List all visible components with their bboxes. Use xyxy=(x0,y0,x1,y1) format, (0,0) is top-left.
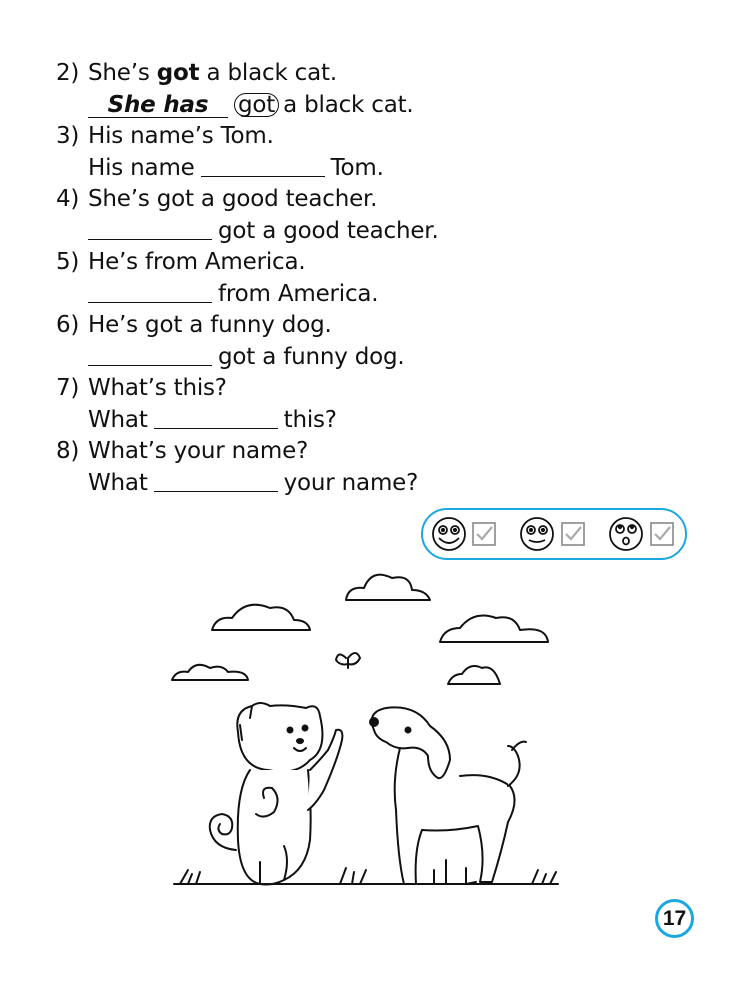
happy-face-icon xyxy=(433,518,465,550)
grass-icon xyxy=(340,868,366,884)
answer-blank[interactable] xyxy=(88,282,212,303)
rewrite-text: got a funny dog. xyxy=(218,343,405,370)
item-3-rewrite xyxy=(56,153,696,185)
item-number: 3) xyxy=(56,123,80,149)
checkbox-1[interactable] xyxy=(473,523,495,545)
answer-blank[interactable] xyxy=(154,471,278,492)
item-8-rewrite xyxy=(56,468,696,500)
sentence-text: She’s xyxy=(88,60,157,86)
item-number: 6) xyxy=(56,312,80,338)
butterfly-icon xyxy=(336,653,360,668)
sentence-text: He’s got a funny dog. xyxy=(88,312,332,338)
item-2-rewrite xyxy=(56,90,696,122)
item-number: 7) xyxy=(56,375,80,401)
circled-word: got xyxy=(234,93,279,117)
item-2-sentence xyxy=(56,58,696,90)
cloud-icon xyxy=(212,605,310,630)
item-6-rewrite xyxy=(56,342,696,374)
exercise xyxy=(56,58,696,499)
sentence-text: a black cat. xyxy=(199,60,337,86)
cloud-icon xyxy=(346,575,430,600)
answer-blank[interactable] xyxy=(201,156,325,177)
item-8-sentence xyxy=(56,436,696,468)
self-assessment-box xyxy=(421,508,687,560)
bold-word: got xyxy=(156,60,200,86)
sentence-text: She’s got a good teacher. xyxy=(88,186,378,212)
dog-icon xyxy=(370,707,526,884)
item-7-sentence xyxy=(56,373,696,405)
grass-icon xyxy=(532,870,556,884)
item-7-rewrite xyxy=(56,405,696,437)
checkbox-2[interactable] xyxy=(562,523,584,545)
rewrite-text: a black cat. xyxy=(283,91,414,118)
sentence-text: He’s from America. xyxy=(88,249,306,275)
rewrite-text: your name? xyxy=(283,469,419,496)
answer-blank[interactable] xyxy=(88,345,212,366)
smiling-face-icon xyxy=(521,518,553,550)
item-number: 8) xyxy=(56,438,80,464)
item-3-sentence xyxy=(56,121,696,153)
example-answer: She has xyxy=(88,93,228,118)
item-number: 4) xyxy=(56,186,80,212)
cat-and-dog-illustration xyxy=(160,560,570,890)
checkbox-3[interactable] xyxy=(651,523,673,545)
page-number: 17 xyxy=(655,899,694,938)
surprised-face-icon xyxy=(610,518,642,550)
answer-blank[interactable] xyxy=(154,408,278,429)
rewrite-text: this? xyxy=(283,406,337,433)
grass-icon xyxy=(180,870,200,884)
cat-icon xyxy=(210,703,343,885)
item-5-sentence xyxy=(56,247,696,279)
answer-blank[interactable] xyxy=(88,219,212,240)
cloud-icon xyxy=(172,665,248,680)
item-4-sentence xyxy=(56,184,696,216)
item-number: 5) xyxy=(56,249,80,275)
sentence-text: His name’s Tom. xyxy=(88,123,274,149)
cloud-icon xyxy=(448,666,500,684)
item-6-sentence xyxy=(56,310,696,342)
rewrite-text: Tom. xyxy=(330,154,384,181)
sentence-text: What’s your name? xyxy=(88,438,309,464)
rewrite-text: What xyxy=(88,469,148,496)
item-5-rewrite xyxy=(56,279,696,311)
rewrite-text: What xyxy=(88,406,148,433)
rewrite-text: got a good teacher. xyxy=(218,217,439,244)
item-number: 2) xyxy=(56,60,80,86)
rewrite-text: His name xyxy=(88,154,195,181)
rewrite-text: from America. xyxy=(218,280,379,307)
sentence-text: What’s this? xyxy=(88,375,227,401)
item-4-rewrite xyxy=(56,216,696,248)
cloud-icon xyxy=(440,616,548,642)
